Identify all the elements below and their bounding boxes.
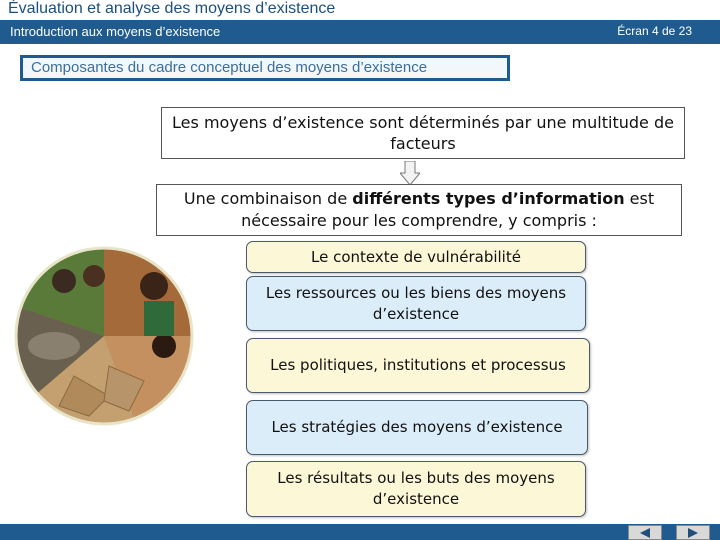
item-label: Les ressources ou les biens des moyens d’existence <box>265 283 567 323</box>
component-label: Composantes du cadre conceptuel des moyens d’existence <box>20 55 510 81</box>
down-arrow-icon <box>400 161 420 185</box>
course-title: Évaluation et analyse des moyens d’existence <box>8 0 336 17</box>
item-label: Les stratégies des moyens d’existence <box>271 418 563 436</box>
section-title: Introduction aux moyens d’existence <box>10 24 221 39</box>
statement-box <box>161 107 685 159</box>
previous-screen-button[interactable] <box>628 525 662 540</box>
list-item-livelihood-strategies <box>246 400 588 455</box>
combination-prefix: Une combinaison de <box>183 189 353 208</box>
section-header-bar <box>0 20 720 44</box>
triangle-right-icon <box>686 528 700 538</box>
combination-suffix: est nécessaire pour les comprendre, y compris : <box>241 189 655 230</box>
list-item-policies-institutions <box>246 338 590 393</box>
list-item-vulnerability-context <box>246 241 586 273</box>
item-label: Les résultats ou les buts des moyens d’existence <box>277 469 555 508</box>
list-item-livelihood-outcomes <box>246 461 586 517</box>
triangle-left-icon <box>638 528 652 538</box>
item-label: Les politiques, institutions et processus <box>270 356 566 374</box>
next-screen-button[interactable] <box>676 525 710 540</box>
combination-box <box>156 184 682 236</box>
statement-text: Les moyens d’existence sont déterminés par une multitude de facteurs <box>172 113 674 153</box>
livelihoods-photo-collage <box>14 246 194 426</box>
list-item-livelihood-assets <box>246 276 586 331</box>
combination-bold: différents types d’information <box>352 189 625 208</box>
screen-counter: Écran 4 de 23 <box>617 24 692 38</box>
bottom-bar <box>0 524 720 540</box>
item-label: Le contexte de vulnérabilité <box>311 247 521 266</box>
combination-text <box>157 188 681 232</box>
